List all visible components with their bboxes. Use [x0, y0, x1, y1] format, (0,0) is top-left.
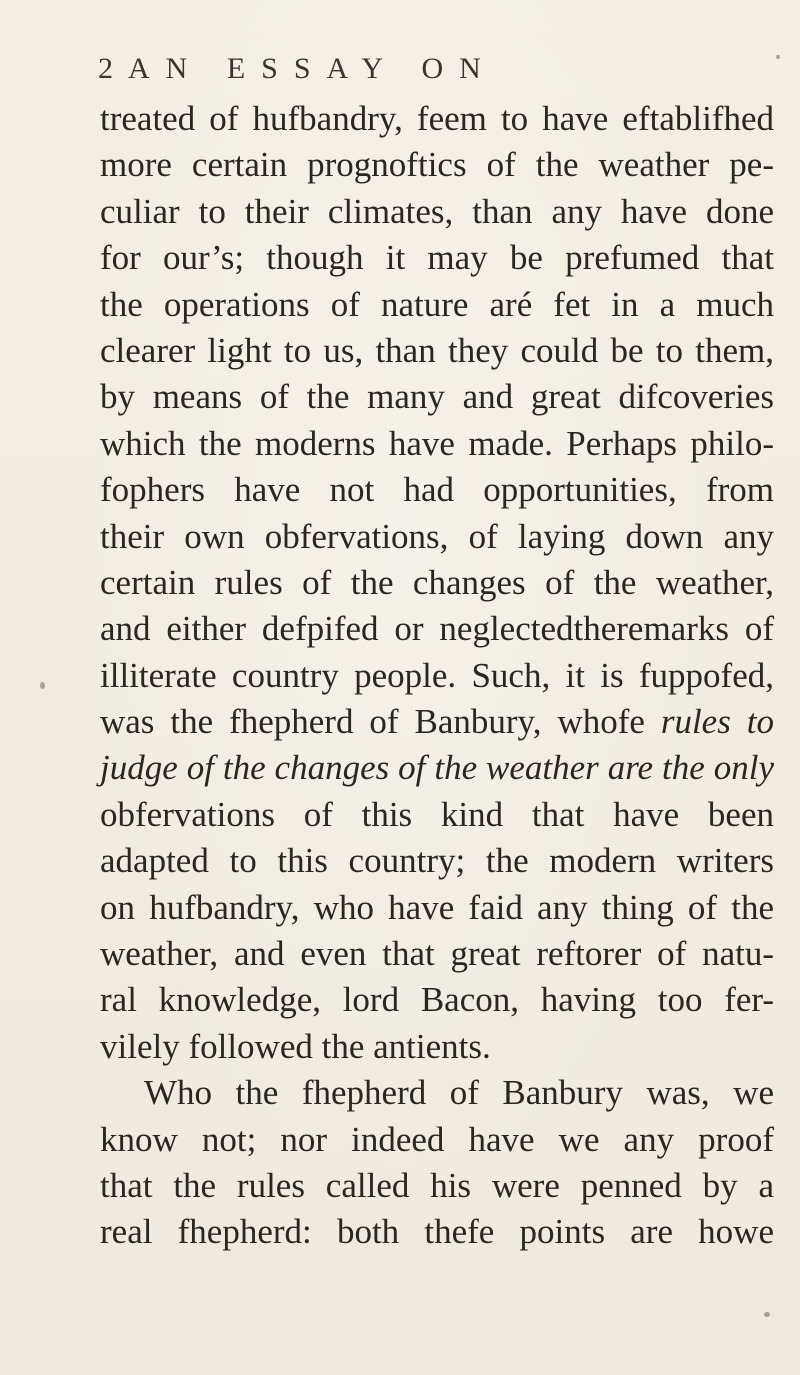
text-line: know not; nor indeed have we any proof — [100, 1119, 774, 1159]
paper-speck — [764, 1312, 770, 1317]
text-line: their own obfervations, of laying down any — [100, 516, 774, 556]
text-line: weather, and even that great reftorer of natu- — [100, 934, 774, 974]
text-line: culiar to their climates, than any have done — [100, 191, 774, 231]
text-line: ral knowledge, lord Bacon, having too fer- — [100, 980, 774, 1020]
running-title: AN ESSAY ON — [128, 52, 497, 85]
paper-speck — [40, 682, 45, 689]
text-line: illiterate country people. Such, it is fuppofed, — [100, 655, 774, 695]
text-line: fophers have not had opportunities, from — [100, 470, 774, 510]
body-text — [100, 96, 774, 1256]
text-line: the operations of nature aré fet in a much — [100, 284, 774, 324]
text-line: obfervations of this kind that have been — [100, 794, 774, 834]
text-line: that the rules called his were penned by a — [100, 1165, 774, 1205]
text-segment: was the fhepherd of Banbury, whofe — [100, 702, 645, 742]
paragraph-first-line: Who the fhepherd of Banbury was, we — [144, 1073, 774, 1113]
text-line: and either defpifed or neglectedtheremarks of — [100, 609, 774, 649]
page-number: 2 — [98, 52, 113, 85]
text-line: by means of the many and great difcoveries — [100, 377, 774, 417]
text-line: which the moderns have made. Perhaps philo- — [100, 423, 774, 463]
paper-speck — [776, 55, 780, 59]
text-line-mixed — [100, 699, 774, 745]
text-line: on hufbandry, who have faid any thing of the — [100, 887, 774, 927]
text-line: for our’s; though it may be prefumed that — [100, 238, 774, 278]
text-line: certain rules of the changes of the weather, — [100, 562, 774, 602]
text-line: vilely followed the antients. — [100, 1026, 491, 1066]
text-line: adapted to this country; the modern writers — [100, 841, 774, 881]
italic-text-line: judge of the changes of the weather are the only — [100, 748, 774, 788]
text-line: treated of hufbandry, feem to have eftablifhed — [100, 99, 774, 138]
text-line: more certain prognoftics of the weather pe- — [100, 145, 774, 185]
italic-segment: rules to — [660, 702, 774, 742]
text-line: clearer light to us, than they could be to them, — [100, 330, 774, 370]
text-line: real fhepherd: both thefe points are howe — [100, 1212, 774, 1252]
